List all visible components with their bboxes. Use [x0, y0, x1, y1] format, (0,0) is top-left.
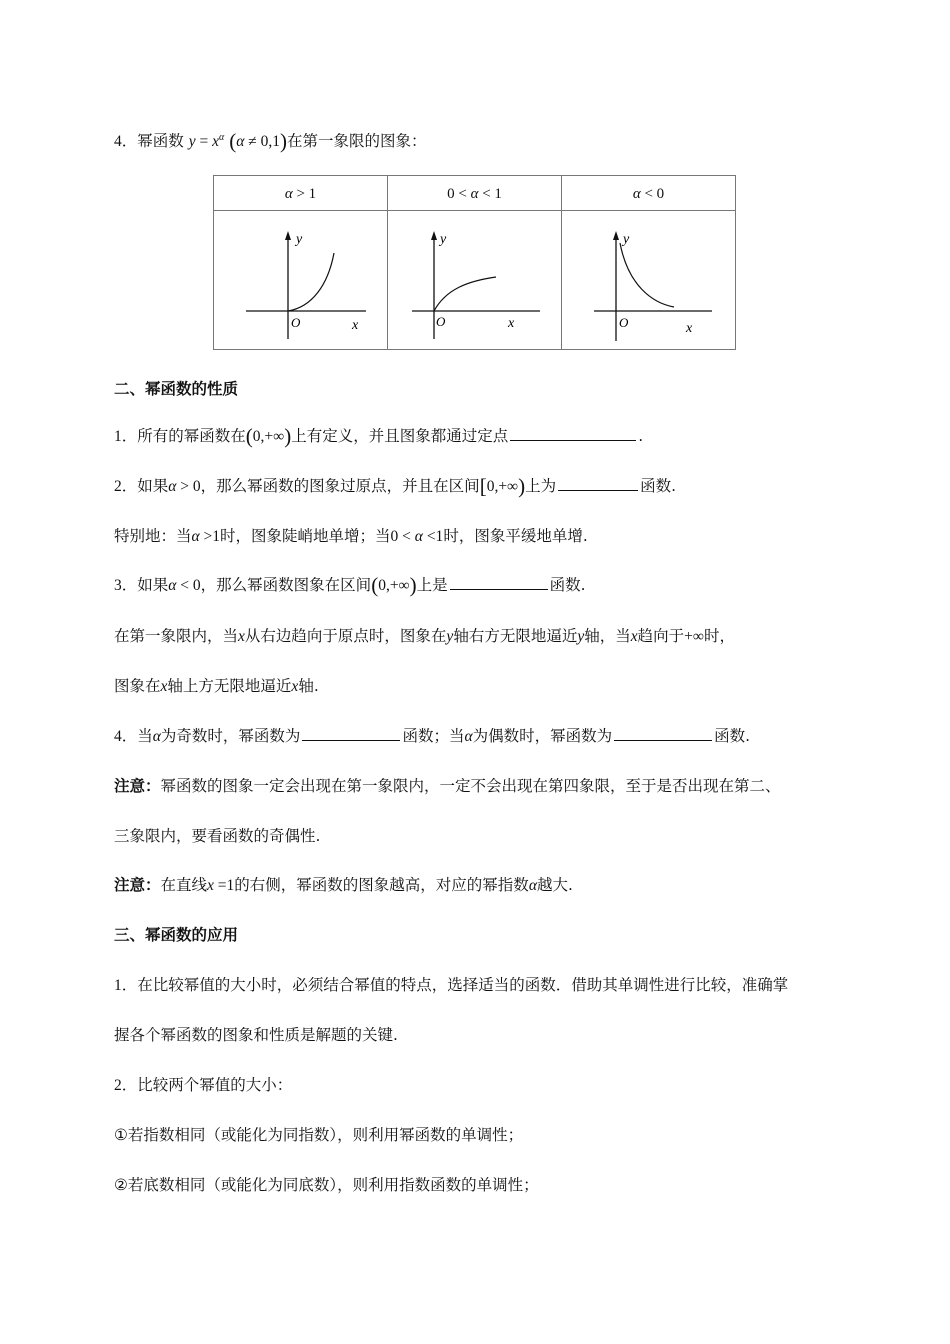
origin-label: O: [435, 314, 445, 329]
header-alpha-between: 0 < α < 1: [388, 176, 562, 211]
fill-blank[interactable]: [450, 573, 548, 590]
s2-note1-line2: 三象限内，要看函数的奇偶性.: [114, 827, 321, 845]
s2-p1: 1．所有的幂函数在(0,+∞)上有定义，并且图象都通过定点 .: [114, 424, 644, 448]
fill-blank[interactable]: [558, 474, 638, 491]
item-number: 4．: [114, 133, 138, 151]
s2-p4: 4．当α为奇数时，幂函数为 函数；当α为偶数时，幂函数为 函数.: [114, 724, 750, 749]
section2-heading: 二、幂函数的性质: [114, 380, 239, 398]
note-label: 注意：: [114, 777, 161, 795]
s2-note1-line1: 注意：幂函数的图象一定会出现在第一象限内，一定不会出现在第四象限，至于是否出现在第二、: [114, 777, 781, 795]
note-label: 注意：: [114, 876, 161, 894]
power-curve: [288, 253, 334, 311]
s3-p2: 2．比较两个幂值的大小：: [114, 1076, 293, 1094]
paren-close: ): [279, 129, 287, 154]
graph-cell-2: [388, 211, 562, 350]
math-x: x: [212, 133, 219, 151]
math-condition: ≠ 0,1: [244, 133, 280, 151]
y-axis-arrow: [613, 231, 619, 240]
interval: 0,+∞: [378, 577, 410, 594]
y-axis-label: y: [295, 232, 302, 247]
power-curve: [434, 277, 496, 311]
x-axis-label: x: [685, 321, 692, 336]
s2-p3: 3．如果α < 0，那么幂函数图象在区间(0,+∞)上是 函数.: [114, 573, 586, 597]
header-alpha-lt-0: α < 0: [562, 176, 736, 211]
paren-open: (: [229, 129, 237, 154]
section3-heading: 三、幂函数的应用: [114, 926, 239, 944]
item4-prefix: 幂函数: [137, 132, 184, 151]
origin-label: O: [618, 315, 628, 330]
item4-suffix: 在第一象限的图象：: [286, 132, 427, 151]
interval: 0,+∞: [252, 428, 285, 445]
s2-p2b: 特别地：当α >1时，图象陡峭地单增；当0 < α <1时，图象平缓地单增.: [114, 527, 588, 545]
item4-line: [114, 126, 426, 154]
interval: 0,+∞: [486, 478, 519, 495]
s3-case2: ②若底数相同（或能化为同底数），则利用指数函数的单调性；: [114, 1176, 539, 1194]
s2-p3b: 在第一象限内，当x从右边趋向于原点时，图象在y轴右方无限地逼近y轴，当x趋向于+∞时，: [114, 627, 735, 645]
power-curve: [620, 243, 674, 307]
graph-alpha-between: [390, 215, 560, 345]
fill-blank[interactable]: [614, 724, 712, 741]
s2-p2: 2．如果α > 0，那么幂函数的图象过原点，并且在区间[0,+∞)上为 函数.: [114, 474, 677, 498]
graph-cell-3: [562, 211, 736, 350]
y-axis-arrow: [285, 231, 291, 240]
graph-alpha-gt-1: [216, 215, 386, 345]
s3-p1-line1: 1．在比较幂值的大小时，必须结合幂值的特点，选择适当的函数．借助其单调性进行比较，准确掌: [114, 976, 789, 994]
origin-label: O: [290, 315, 300, 330]
fill-blank[interactable]: [510, 424, 636, 441]
math-alpha: α: [236, 133, 245, 151]
s3-p1-line2: 握各个幂函数的图象和性质是解题的关键.: [114, 1026, 398, 1044]
s2-p3c: 图象在x轴上方无限地逼近x轴.: [114, 677, 319, 695]
y-axis-label: y: [622, 232, 629, 247]
x-axis-label: x: [507, 316, 514, 331]
graph-alpha-lt-0: [564, 215, 734, 345]
math-eq: =: [195, 133, 213, 151]
table-graph-row: [214, 211, 736, 350]
header-alpha-gt-1: α > 1: [214, 176, 388, 211]
fill-blank[interactable]: [302, 724, 400, 741]
x-axis-label: x: [351, 318, 358, 333]
math-exponent: α: [219, 132, 225, 143]
s2-note2: 注意：在直线x =1的右侧，幂函数的图象越高，对应的幂指数α越大.: [114, 876, 573, 894]
y-axis-arrow: [431, 231, 437, 240]
math-y: y: [188, 133, 196, 151]
graph-cell-1: [214, 211, 388, 350]
power-function-table: [213, 175, 736, 350]
s3-case1: ①若指数相同（或能化为同指数），则利用幂函数的单调性；: [114, 1126, 524, 1144]
y-axis-label: y: [439, 232, 446, 247]
table-header-row: [214, 176, 736, 211]
